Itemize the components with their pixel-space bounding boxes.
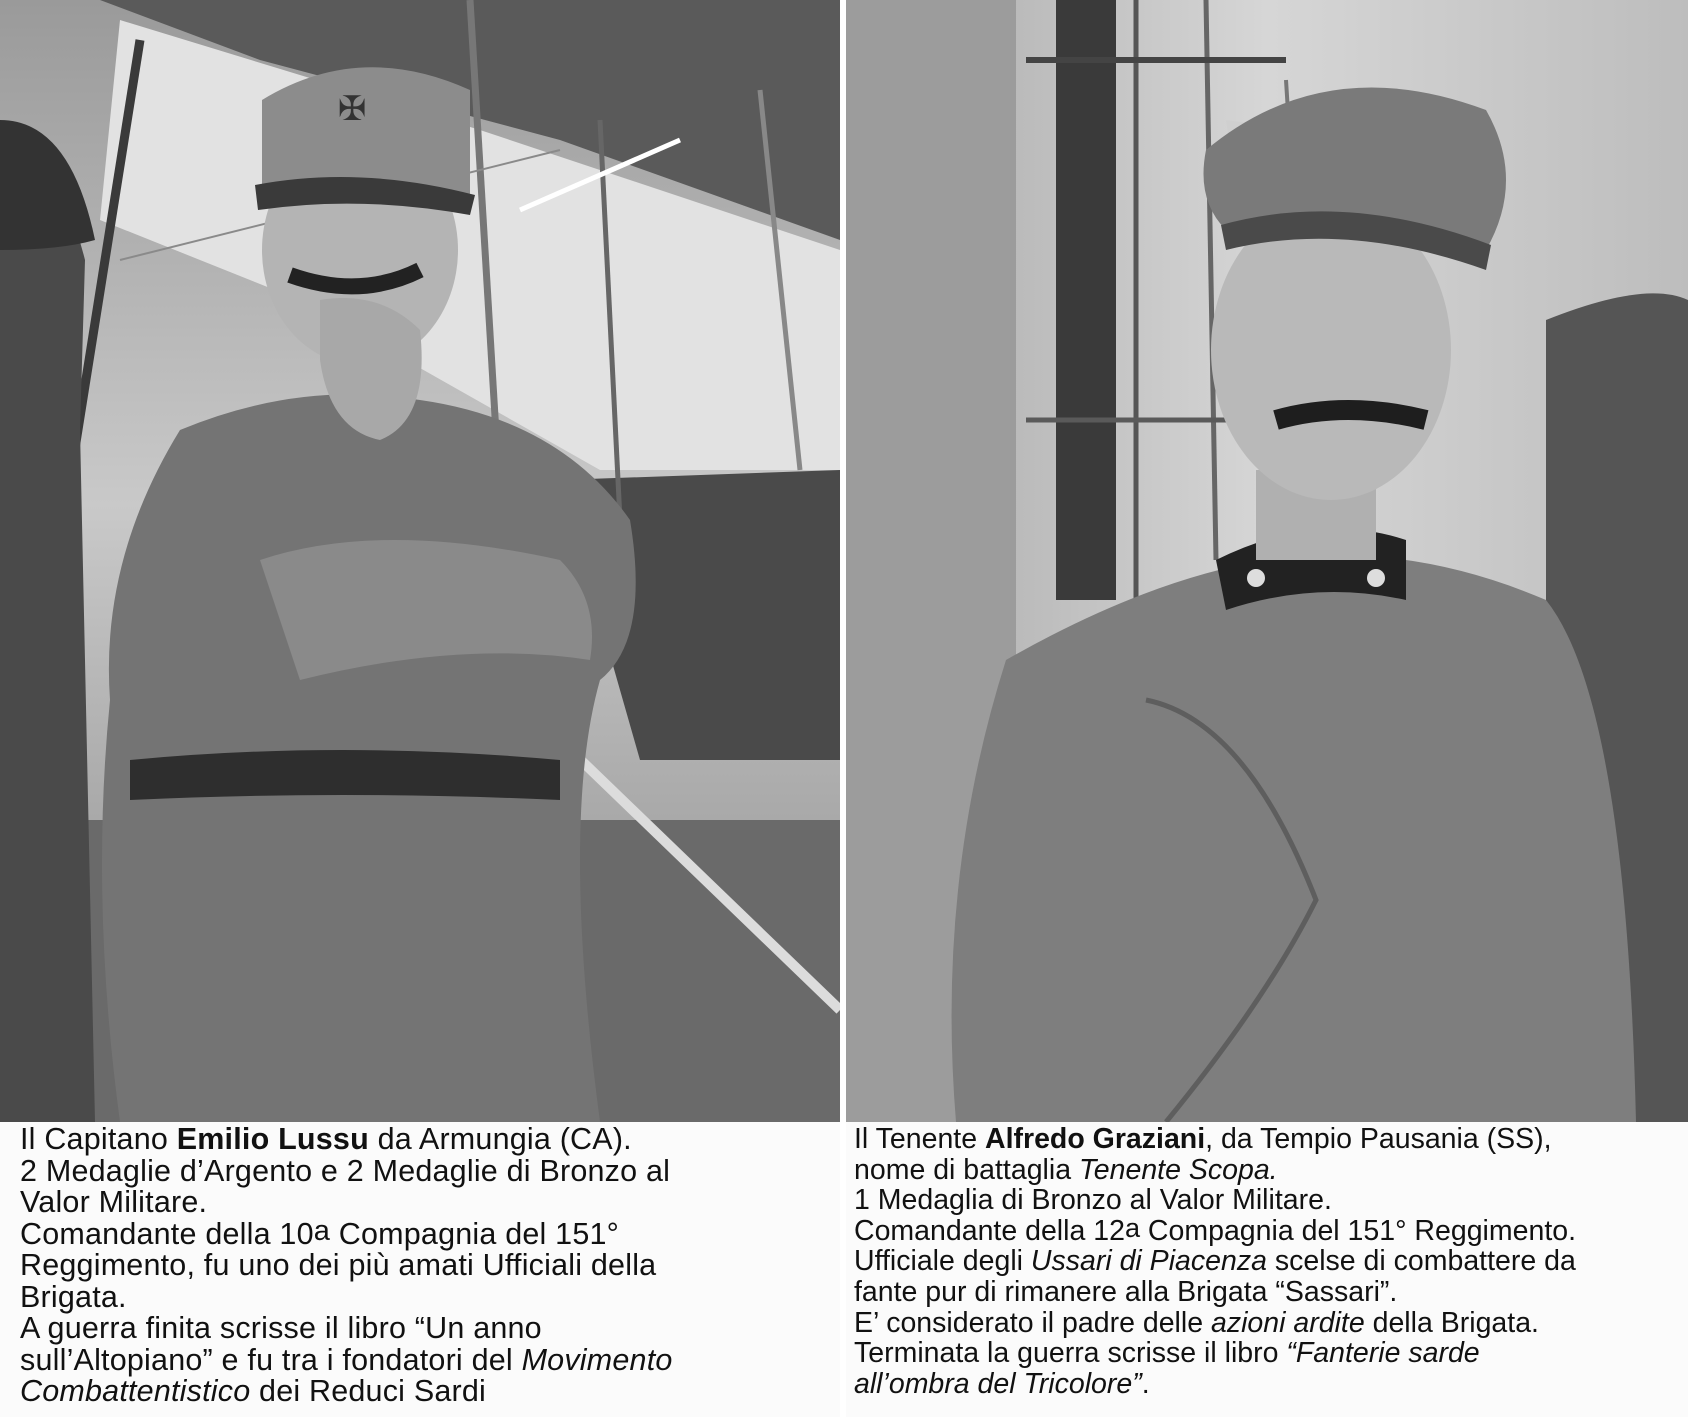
person-name: Alfredo Graziani [985, 1123, 1206, 1155]
portrait-image [0, 0, 840, 1122]
caption-line: Il Capitano Emilio Lussu da Armungia (CA). [20, 1122, 632, 1156]
caption-line: Combattentistico dei Reduci Sardi [20, 1374, 487, 1408]
caption-line: sull’Altopiano” e fu tra i fondatori del Movimento [20, 1342, 673, 1377]
caption-line: Comandante della 10$^a$ Compagnia del 151° [20, 1215, 620, 1251]
caption-line: Ufficiale degli Ussari di Piacenza scelse di combattere da [854, 1245, 1576, 1278]
caption-line: Terminata la guerra scrisse il libro “Fanterie sarde [854, 1337, 1480, 1370]
photo-alfredo-graziani [846, 0, 1688, 1122]
caption-line: Comandante della 12$^a$ Compagnia del 151° Reggimento. [854, 1211, 1577, 1247]
photo-panel-graziani [846, 0, 1688, 1417]
person-name: Emilio Lussu [176, 1122, 369, 1156]
caption-line: Brigata. [20, 1279, 127, 1314]
caption-emilio-lussu [0, 1122, 840, 1417]
caption-line: 2 Medaglie d’Argento e 2 Medaglie di Bronzo al [20, 1153, 671, 1188]
caption-line: all’ombra del Tricolore”. [854, 1367, 1150, 1400]
caption-alfredo-graziani [846, 1122, 1688, 1417]
svg-text:✠: ✠ [337, 89, 367, 129]
photo-emilio-lussu [0, 0, 840, 1122]
photo-panel-lussu [0, 0, 840, 1417]
caption-line: 1 Medaglia di Bronzo al Valor Militare. [854, 1184, 1332, 1217]
caption-line: nome di battaglia Tenente Scopa. [854, 1153, 1278, 1186]
caption-line: A guerra finita scrisse il libro “Un anno [20, 1311, 542, 1345]
caption-line: fante pur di rimanere alla Brigata “Sassari”. [854, 1275, 1398, 1308]
caption-line: Reggimento, fu uno dei più amati Ufficiali della [20, 1248, 657, 1282]
caption-line: E’ considerato il padre delle azioni ardite della Brigata. [854, 1306, 1539, 1339]
caption-line: Il Tenente Alfredo Graziani, da Tempio Pausania (SS), [854, 1123, 1552, 1155]
caption-line: Valor Militare. [20, 1185, 208, 1219]
portrait-image [846, 0, 1688, 1122]
